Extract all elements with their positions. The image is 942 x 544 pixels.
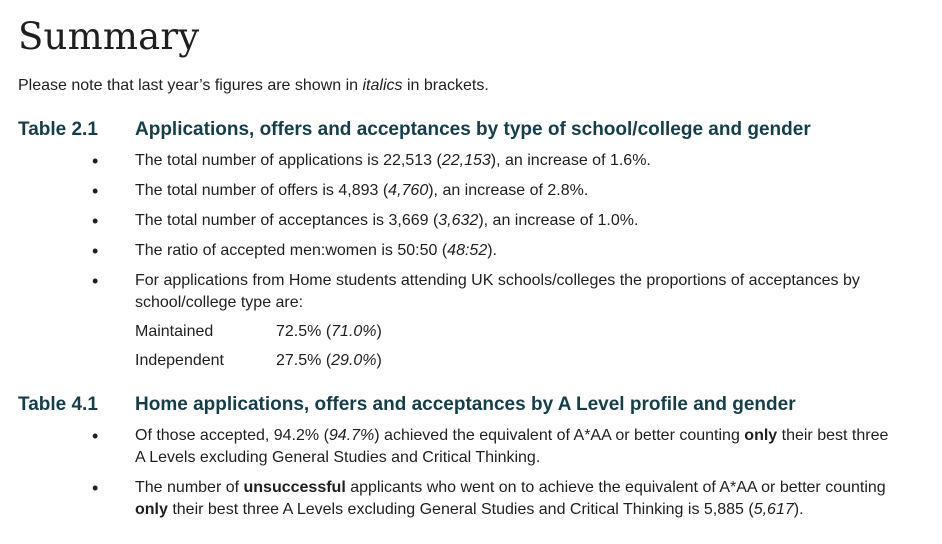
bullet-acceptances (18, 210, 938, 232)
note-prefix: Please note that last year’s figures are shown in (18, 77, 363, 94)
bullet-applications (18, 150, 938, 172)
bullet-dot: • (92, 478, 99, 498)
school-type-row-independent (18, 350, 938, 372)
text: Of those accepted, 94.2% ( (135, 427, 329, 444)
last-year-value: 71.0% (331, 323, 377, 340)
note-italic-word: italics (362, 77, 403, 94)
emphasis: only (135, 501, 168, 518)
last-year-value: 29.0% (331, 352, 377, 369)
bullet-dot: • (92, 241, 99, 261)
section-title: Applications, offers and acceptances by type of school/college and gender (135, 119, 811, 140)
text: For applications from Home students attending UK schools/colleges the proportions of acceptances by (135, 272, 860, 289)
section-title: Home applications, offers and acceptances by A Level profile and gender (135, 394, 796, 415)
text: The number of (135, 479, 244, 496)
text: school/college type are: (135, 294, 304, 311)
bullet-offers (18, 180, 938, 202)
bullet-dot: • (92, 211, 99, 231)
text: their best three A Levels excluding General Studies and Critical Thinking is 5,885 ( (167, 501, 754, 518)
text: The total number of acceptances is 3,669 ( (135, 212, 439, 229)
text: ) (376, 323, 382, 340)
school-type-label: Independent (135, 352, 224, 369)
last-year-value: 94.7% (328, 427, 375, 444)
school-type-value (276, 350, 382, 372)
bullet-school-type (18, 270, 938, 314)
last-year-value: 22,153 (441, 152, 491, 169)
bullet-dot: • (92, 181, 99, 201)
bullet-list (18, 425, 938, 521)
text: The total number of applications is 22,513 ( (135, 152, 442, 169)
text: ) (376, 352, 382, 369)
text: ), an increase of 2.8%. (428, 182, 589, 199)
bullet-dot: • (92, 271, 99, 291)
text: A Levels excluding General Studies and Critical Thinking. (135, 449, 541, 466)
text: their best three (777, 427, 889, 444)
last-year-value: 3,632 (438, 212, 479, 229)
text: 27.5% ( (276, 352, 332, 369)
note-suffix: in brackets. (402, 77, 489, 94)
emphasis: unsuccessful (243, 479, 346, 496)
section-heading (18, 394, 938, 420)
section-heading (18, 119, 938, 145)
section-number: Table 4.1 (18, 394, 98, 415)
section-table-2-1 (18, 119, 938, 372)
section-table-4-1 (18, 394, 938, 521)
page-title: Summary (18, 15, 200, 58)
text: ). (793, 501, 804, 518)
italics-note (18, 77, 489, 95)
text: ) achieved the equivalent of A*AA or better counting (374, 427, 745, 444)
text: applicants who went on to achieve the equivalent of A*AA or better counting (345, 479, 886, 496)
bullet-dot: • (92, 426, 99, 446)
text: The ratio of accepted men:women is 50:50 ( (135, 242, 448, 259)
bullet-accepted-profile (18, 425, 938, 469)
text: 72.5% ( (276, 323, 332, 340)
school-type-value (276, 321, 382, 343)
text: The total number of offers is 4,893 ( (135, 182, 389, 199)
bullet-unsuccessful-applicants (18, 477, 938, 521)
section-number: Table 2.1 (18, 119, 98, 140)
last-year-value: 5,617 (753, 501, 794, 518)
school-type-label: Maintained (135, 323, 214, 340)
school-type-row-maintained (18, 321, 938, 343)
emphasis: only (744, 427, 778, 444)
last-year-value: 48:52 (447, 242, 488, 259)
bullet-dot: • (92, 151, 99, 171)
text: ), an increase of 1.0%. (478, 212, 639, 229)
last-year-value: 4,760 (388, 182, 429, 199)
bullet-gender-ratio (18, 240, 938, 262)
text: ). (487, 242, 497, 259)
text: ), an increase of 1.6%. (490, 152, 651, 169)
bullet-list (18, 150, 938, 314)
